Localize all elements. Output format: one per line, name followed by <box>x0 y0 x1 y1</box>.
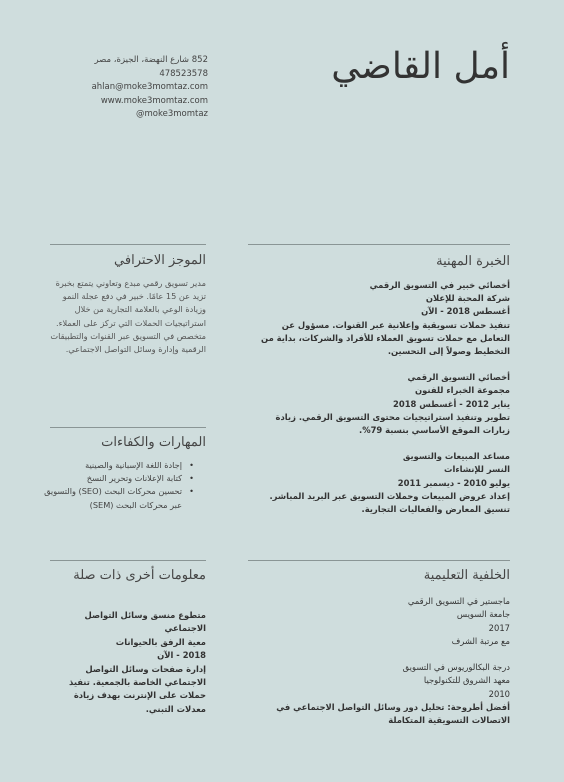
experience-item <box>248 371 510 437</box>
other-line: 2018 - الآن <box>157 650 206 661</box>
other-line: إدارة صفحات وسائل التواصل <box>85 663 206 674</box>
degree-institution: معهد الشروق للتكنولوجيا <box>423 675 510 686</box>
degree-year: 2010 <box>488 688 510 699</box>
other-line: معية الرفق بالحيوانات <box>115 636 206 647</box>
experience-divider <box>248 244 510 245</box>
other-line: متطوع منسق وسائل التواصل <box>84 610 206 620</box>
other-info <box>50 609 206 716</box>
contact-block <box>90 54 208 122</box>
skills-divider <box>50 427 206 428</box>
job-company: مجموعة الخبراء للفنون <box>415 385 510 396</box>
education-item <box>248 661 510 727</box>
summary-text: مدير تسويق رقمي مبدع وتعاوني يتمتع بخبرة تزيد عن 15 عامًا. خبير في دفع عجلة النمو وزيادة الوعي بالعلامة التجارية من خلال استراتيجيات الحملات التي تركز على العملاء. متخصص في التسويق عبر القنوات والتطبيقات الرقمية وإدارة وسائل التواصل الاجتماعي. <box>50 278 206 355</box>
experience-item <box>248 279 510 358</box>
other-line: حملات على الإنترنت بهدف زيادة <box>73 690 206 701</box>
degree-note: الاتصالات التسويقية المتكاملة <box>388 715 510 726</box>
summary-heading: الموجز الاحترافي <box>114 253 206 268</box>
education-heading: الخلفية التعليمية <box>423 568 510 583</box>
job-company: شركة المحبة للإعلان <box>425 293 510 304</box>
experience-heading: الخبرة المهنية <box>436 254 510 269</box>
education-item <box>248 595 510 648</box>
job-title: أخصائي التسويق الرقمي <box>407 372 510 383</box>
education-list <box>248 595 510 741</box>
skill-item: • كتابة الإعلانات وتحرير النسخ <box>44 472 194 485</box>
job-description-line: زيارات الموقع الأساسي بنسبة 79%. <box>359 425 510 436</box>
contact-email: ahlan@moke3momtaz.com <box>91 82 208 92</box>
experience-item <box>248 450 510 516</box>
skills-list <box>44 459 194 512</box>
job-title: أخصائي خبير في التسويق الرقمي <box>369 280 510 290</box>
job-description-line: التخطيط وصولاً إلى التحسين. <box>387 346 510 357</box>
contact-phone: 478523578 <box>159 68 208 79</box>
job-description-line: التعامل مع حملات تسويق العملاء للأفراد والشركات، بداية من <box>261 332 510 343</box>
degree-title: درجة البكالوريوس في التسويق <box>402 662 510 673</box>
skill-item: • إجادة اللغة الإسبانية والصينية <box>44 459 194 472</box>
skills-heading: المهارات والكفاءات <box>101 435 206 450</box>
job-description-line: تنفيذ حملات تسويقية وإعلانية عبر القنوات. مسؤول عن <box>281 319 510 330</box>
degree-year: 2017 <box>488 622 510 633</box>
contact-social: moke3momtaz@ <box>135 109 208 119</box>
job-dates: أغسطس 2018 - الآن <box>421 306 510 317</box>
summary-divider <box>50 244 206 245</box>
other-heading: معلومات أخرى ذات صلة <box>73 568 206 583</box>
degree-note: أفضل أطروحة: تحليل دور وسائل التواصل الاجتماعي في <box>276 702 510 713</box>
education-divider <box>248 560 510 561</box>
job-dates: يوليو 2010 - ديسمبر 2011 <box>397 477 510 488</box>
job-description-line: تطوير وتنفيذ استراتيجيات محتوى التسويق الرقمي. زيادة <box>275 411 510 422</box>
experience-list <box>248 279 510 529</box>
job-title: مساعد المبيعات والتسويق <box>402 451 510 462</box>
job-description-line: إعداد عروض المبيعات وحملات التسويق عبر البريد المباشر. <box>269 490 510 501</box>
candidate-name: أمل القاضي <box>331 46 510 87</box>
job-company: النسر للإنشاءات <box>444 464 510 475</box>
degree-institution: جامعة السويس <box>456 609 510 620</box>
other-line: الاجتماعي الخاصة بالجمعية. تنفيذ <box>69 677 206 688</box>
other-line: الاجتماعي <box>164 623 206 634</box>
degree-title: ماجستير في التسويق الرقمي <box>407 596 510 606</box>
contact-address: 852 شارع النهضة، الجيزة، مصر <box>94 55 208 65</box>
job-dates: يناير 2012 - أغسطس 2018 <box>393 398 510 409</box>
other-line: معدلات التبني. <box>145 703 206 714</box>
job-description-line: تنسيق المعارض والفعاليات التجارية. <box>361 504 510 515</box>
skill-item: • تحسين محركات البحث (SEO) والتسويق عبر محركات البحث (SEM) <box>44 485 194 511</box>
contact-website: www.moke3momtaz.com <box>100 95 208 106</box>
other-divider <box>50 560 206 561</box>
degree-note: مع مرتبة الشرف <box>451 635 510 646</box>
